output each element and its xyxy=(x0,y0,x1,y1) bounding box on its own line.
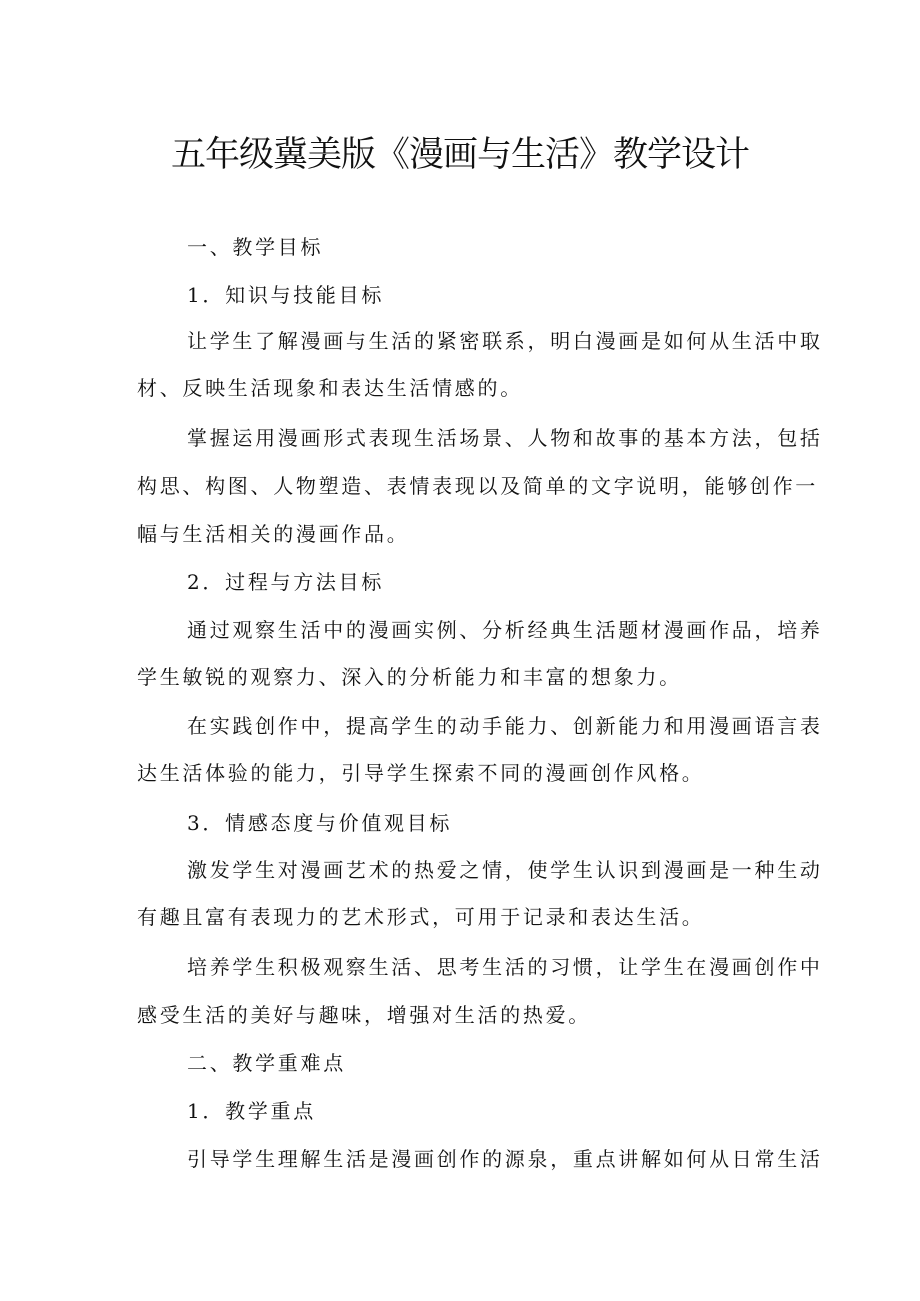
paragraph-line: 掌握运用漫画形式表现生活场景、人物和故事的基本方法，包括 xyxy=(187,426,823,450)
section-heading-teaching-objectives: 一、教学目标 xyxy=(187,235,324,259)
paragraph-line: 培养学生积极观察生活、思考生活的习惯，让学生在漫画创作中 xyxy=(187,955,823,979)
paragraph-line: 有趣且富有表现力的艺术形式，可用于记录和表达生活。 xyxy=(137,905,705,929)
paragraph-line: 感受生活的美好与趣味，增强对生活的热爱。 xyxy=(137,1003,591,1027)
paragraph-line: 学生敏锐的观察力、深入的分析能力和丰富的想象力。 xyxy=(137,665,682,689)
paragraph-line: 幅与生活相关的漫画作品。 xyxy=(137,522,410,546)
section-heading-key-difficulties: 二、教学重难点 xyxy=(187,1051,346,1075)
paragraph-line: 激发学生对漫画艺术的热爱之情，使学生认识到漫画是一种生动 xyxy=(187,858,823,882)
subheading-knowledge-skills: 1．知识与技能目标 xyxy=(187,283,385,307)
paragraph-line: 材、反映生活现象和表达生活情感的。 xyxy=(137,376,523,400)
paragraph-line: 构思、构图、人物塑造、表情表现以及简单的文字说明，能够创作一 xyxy=(137,474,818,498)
paragraph-line: 在实践创作中，提高学生的动手能力、创新能力和用漫画语言表 xyxy=(187,714,823,738)
paragraph-line: 引导学生理解生活是漫画创作的源泉，重点讲解如何从日常生活 xyxy=(187,1147,823,1171)
paragraph-line: 让学生了解漫画与生活的紧密联系，明白漫画是如何从生活中取 xyxy=(187,329,823,353)
subheading-emotion-values: 3．情感态度与价值观目标 xyxy=(187,811,453,835)
subheading-process-method: 2．过程与方法目标 xyxy=(187,570,385,594)
subheading-teaching-focus: 1．教学重点 xyxy=(187,1099,316,1123)
document-title: 五年级冀美版《漫画与生活》教学设计 xyxy=(170,135,749,175)
paragraph-line: 达生活体验的能力，引导学生探索不同的漫画创作风格。 xyxy=(137,761,705,785)
paragraph-line: 通过观察生活中的漫画实例、分析经典生活题材漫画作品，培养 xyxy=(187,618,823,642)
